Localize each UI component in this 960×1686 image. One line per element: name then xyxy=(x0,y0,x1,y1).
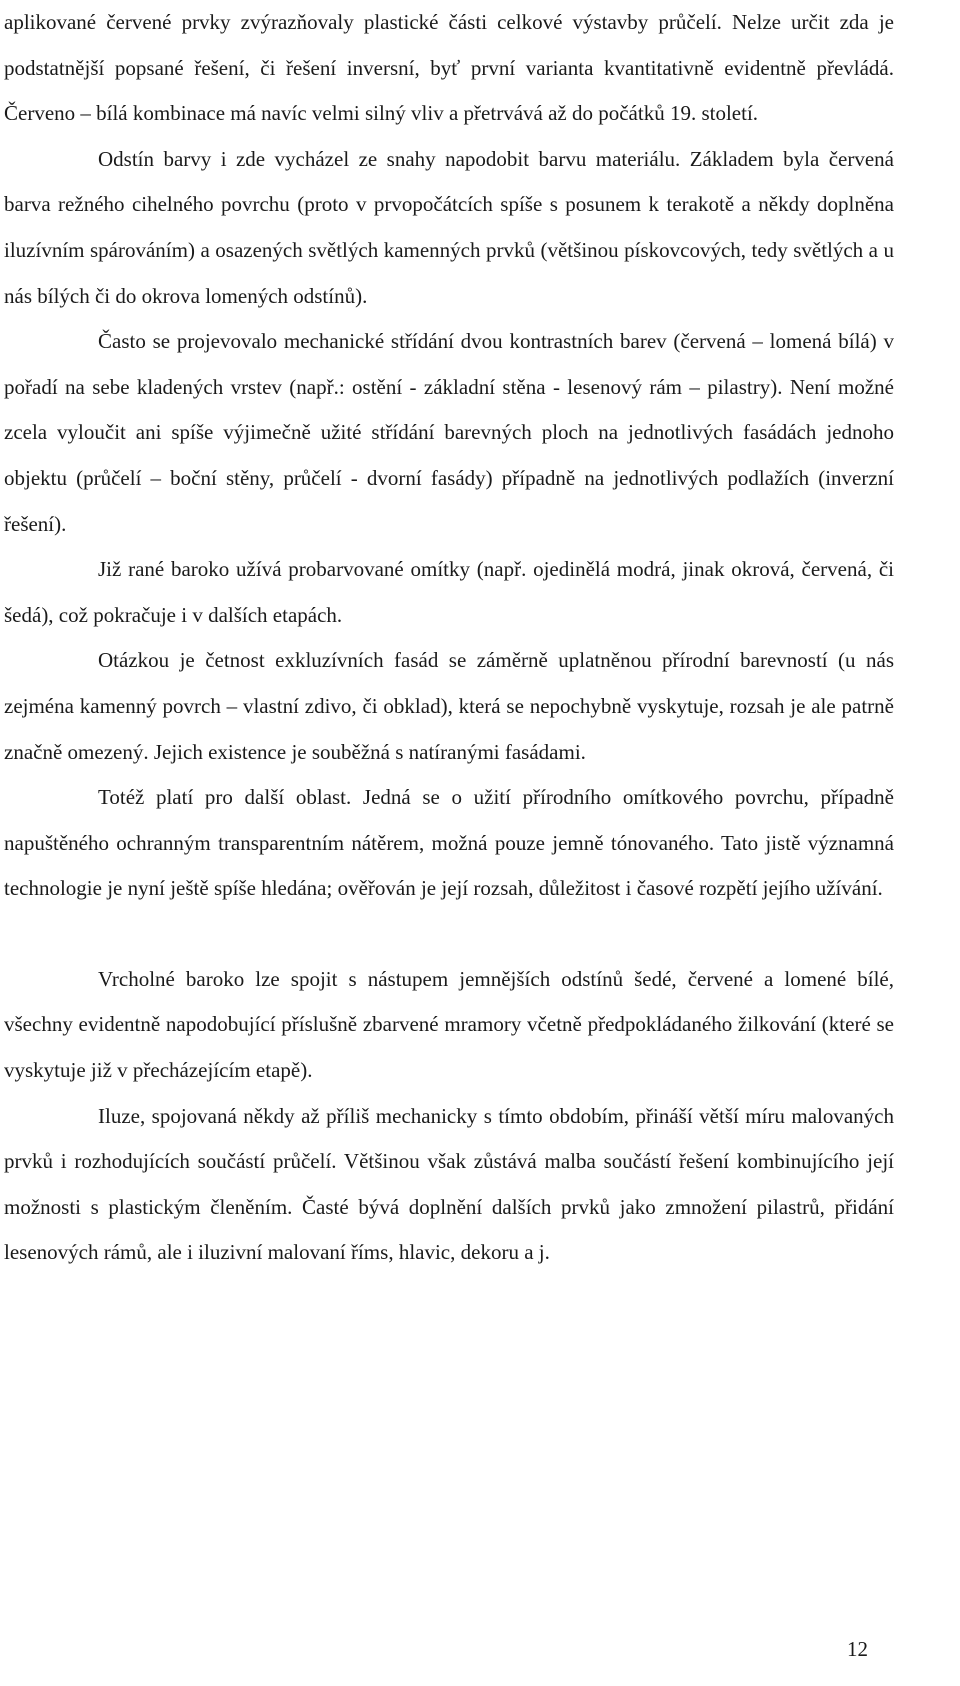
paragraph: Otázkou je četnost exkluzívních fasád se záměrně uplatněnou přírodní barevností (u nás zejména kamenný povrch – vlastní zdivo, či obklad), která se nepochybně vyskytuje, rozsah je ale patrně značně omezený. Jejich existence je souběžná s natíranými fasádami. xyxy=(4,648,894,764)
paragraph: Často se projevovalo mechanické střídání dvou kontrastních barev (červená – lomená bílá) v pořadí na sebe kladených vrstev (např.: ostění - základní stěna - lesenový rám – pilastry). Není možné zcela vyloučit ani spíše výjimečně užité střídání barevných ploch na jednotlivých fasádách jednoho objektu (průčelí – boční stěny, průčelí - dvorní fasády) případně na jednotlivých podlažích (inverzní řešení). xyxy=(4,329,894,536)
paragraph: Již rané baroko užívá probarvované omítky (např. ojedinělá modrá, jinak okrová, červená, či šedá), což pokračuje i v dalších etapách. xyxy=(4,557,894,627)
paragraph: Vrcholné baroko lze spojit s nástupem jemnějších odstínů šedé, červené a lomené bílé, všechny evidentně napodobující příslušně zbarvené mramory včetně předpokládaného žilkování (které se vyskytuje již v přecházejícím etapě). xyxy=(4,966,894,1083)
document-page xyxy=(4,0,894,1276)
paragraph: Totéž platí pro další oblast. Jedná se o užití přírodního omítkového povrchu, případně napuštěného ochranným transparentním nátěrem, možná pouze jemně tónovaného. Tato jistě významná technologie je nyní ještě spíše hledána; ověřován je její rozsah, důležitost i časové rozpětí jejího užívání. xyxy=(4,785,894,901)
paragraph-gap xyxy=(4,912,894,957)
paragraph: Iluze, spojovaná někdy až příliš mechanicky s tímto obdobím, přináší větší míru malovaných prvků i rozhodujících součástí průčelí. Většinou však zůstává malba součástí řešení kombinujícího její možnosti s plastickým členěním. Časté bývá doplnění dalších prvků jako zmnožení pilastrů, přidání lesenových rámů, ale i iluzivní malovaní říms, hlavic, dekoru a j. xyxy=(4,1103,894,1265)
paragraph: Odstín barvy i zde vycházel ze snahy napodobit barvu materiálu. Základem byla červená barva režného cihelného povrchu (proto v prvopočátcích spíše s posunem k terakotě a někdy doplněna iluzívním spárováním) a osazených světlých kamenných prvků (většinou pískovcových, tedy světlých a u nás bílých či do okrova lomených odstínů). xyxy=(4,146,894,308)
page-number: 12 xyxy=(847,1637,868,1661)
paragraph: aplikované červené prvky zvýrazňovaly plastické části celkové výstavby průčelí. Nelze určit zda je podstatnější popsané řešení, či řešení inversní, byť první varianta kvantitativně evidentně převládá. Červeno – bílá kombinace má navíc velmi silný vliv a přetrvává až do počátků 19. století. xyxy=(4,10,894,126)
